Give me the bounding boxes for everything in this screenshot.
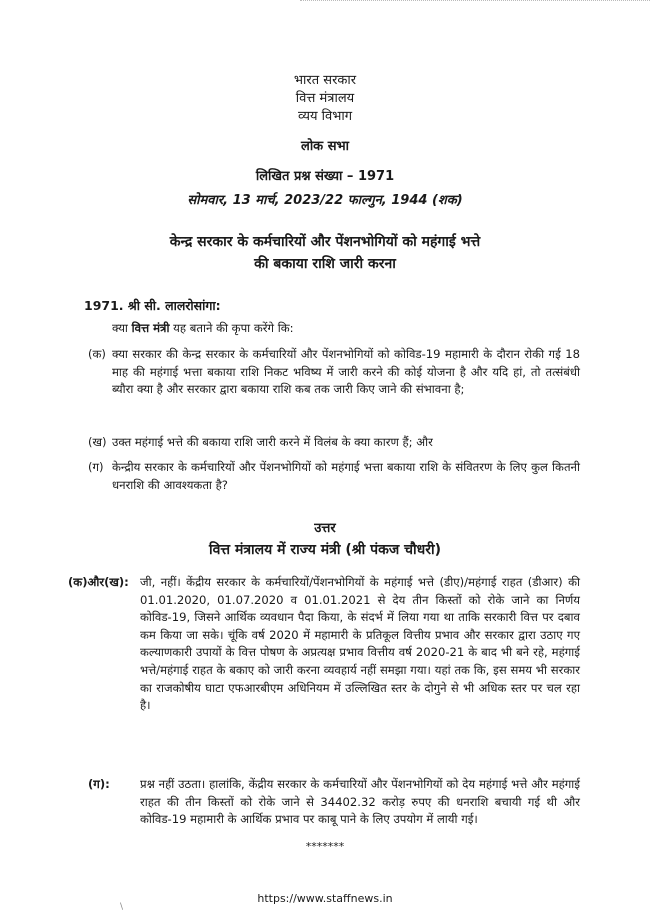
question-part-label-a: (क) [88,347,106,361]
footer-url[interactable]: https://www.staffnews.in [257,892,393,905]
question-part-text-c: केन्द्रीय सरकार के कर्मचारियों और पेंशनभोगियों को महंगाई भत्ता बकाया राशि के संवितरण के लिए कुल कितनी धनराशि की आवश्यकता है? [112,460,580,492]
question-part-text-a: क्या सरकार की केन्द्र सरकार के कर्मचारियों और पेंशनभोगियों को कोविड-19 महामारी के दौरान रोकी गई 18 माह की महंगाई भत्ता बकाया राशि निकट भविष्य में जारी करने की कोई योजना है और यदि हां, तो तत्संबंधी ब्यौरा क्या है और सरकार द्वारा बकाया राशि कब तक जारी किए जाने की संभावना है; [112,347,580,397]
question-date: सोमवार, 13 मार्च, 2023/22 फाल्गुन, 1944 (शक) [187,193,463,208]
answer-part-text-ab: जी, नहीं। केंद्रीय सरकार के कर्मचारियों/पेंशनभोगियों के महंगाई भत्ते (डीए)/महंगाई राहत (डीआर) की 01.01.2020, 01.07.2020 व 01.01.2021 से देय तीन किस्तों को रोके जाने का निर्णय कोविड-19, जिसने आर्थिक व्यवधान पैदा किया, के संदर्भ में लिया गया था ताकि सरकारी वित्त पर दबाव कम किया जा सके। चूंकि वर्ष 2020 में महामारी के प्रतिकूल वित्तीय प्रभाव और सरकार द्वारा उठाए गए कल्याणकारी उपायों के वित्त पोषण के अप्रत्यक्ष प्रभाव वित्तीय वर्ष 2020-21 के बाद भी बने रहे, महंगाई भत्ते/महंगाई राहत के बकाए को जारी करना व्यवहार्य नहीं समझा गया। यहां तक कि, इस समय भी सरकार का राजकोषीय घाटा एफआरबीएम अधिनियम में उल्लिखित स्तर के दोगुने से भी अधिक स्तर पर चल रहा है। [140,575,580,713]
answer-minister: वित्त मंत्रालय में राज्य मंत्री (श्री पंकज चौधरी) [208,542,442,558]
house-name: लोक सभा [301,139,349,154]
scan-edge-artifact [300,0,650,5]
subject-line-1: केन्द्र सरकार के कर्मचारियों और पेंशनभोगियों को महंगाई भत्ते [169,234,481,250]
answer-part-text-c: प्रश्न नहीं उठता। हालांकि, केंद्रीय सरकार के कर्मचारियों और पेंशनभोगियों को देय महंगाई भत्ते और महंगाई राहत की तीन किस्तों को रोके जाने से 34402.32 करोड़ रुपए की धनराशि बचायी गई थी और कोविड-19 महामारी के आर्थिक प्रभाव पर काबू पाने के लिए उपयोग में लायी गई। [140,777,580,827]
end-mark: ******* [305,840,345,853]
answer-part-label-c: (ग): [88,777,110,791]
header-government: भारत सरकार [293,73,357,88]
scan-mark: \ [120,902,124,912]
answer-heading: उत्तर [314,521,336,536]
question-asker: 1971. श्री सी. लालरोसांगा: [84,298,221,313]
header-department: व्यय विभाग [297,109,353,124]
question-part-text-b: उक्त महंगाई भत्ते की बकाया राशि जारी करने में विलंब के क्या कारण हैं; और [112,435,433,449]
subject-line-2: की बकाया राशि जारी करना [254,256,396,272]
question-number: लिखित प्रश्न संख्या – 1971 [255,169,395,184]
question-intro: क्या वित्त मंत्री यह बताने की कृपा करेंगे कि: [112,321,294,335]
answer-part-label-ab: (क)और(ख): [68,575,129,589]
question-part-label-b: (ख) [88,435,107,449]
question-part-label-c: (ग) [88,460,104,474]
header-ministry: वित्त मंत्रालय [295,91,355,106]
